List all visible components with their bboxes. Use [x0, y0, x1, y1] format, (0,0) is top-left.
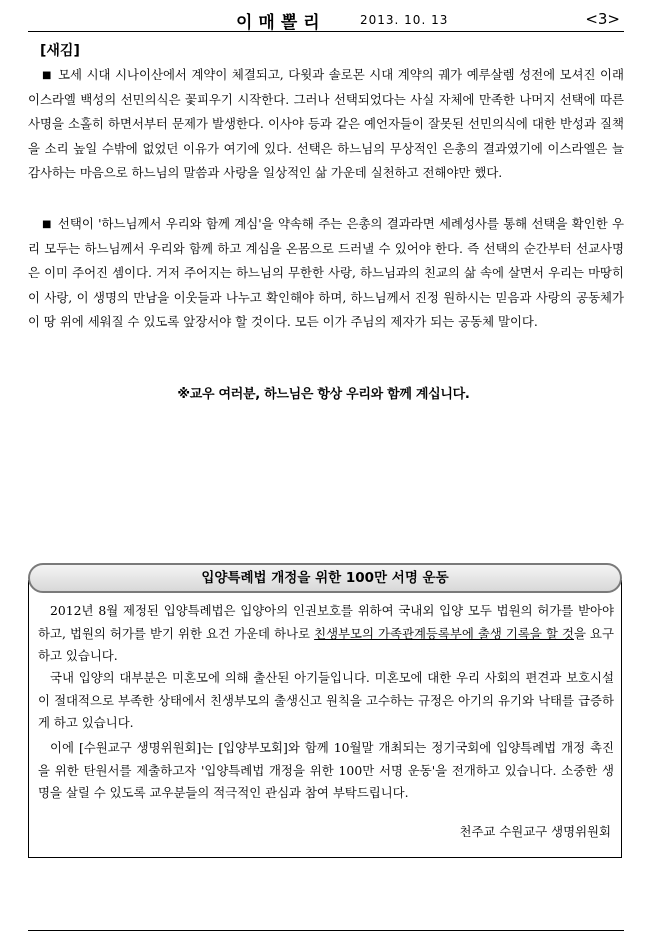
- header-rule: [28, 31, 624, 32]
- notice-signature: 천주교 수원교구 생명위원회: [459, 824, 611, 839]
- publication-title: 이매뽈리: [236, 13, 326, 33]
- bullet-icon: ■: [42, 219, 52, 230]
- issue-date: 2013. 10. 13: [360, 13, 449, 27]
- notice-paragraph-1: [38, 600, 614, 668]
- article-paragraph-2: [28, 212, 624, 334]
- notice-title: 입양특례법 개정을 위한 100만 서명 운동: [28, 563, 622, 593]
- notice-underlined-text: 친생부모의 가족관계등록부에 출생 기록을 할 것: [314, 625, 574, 641]
- bullet-icon: ■: [42, 70, 53, 81]
- footer-rule: [28, 930, 624, 931]
- notice-paragraph-3: 이에 [수원교구 생명위원회]는 [입양부모회]와 함께 10월말 개최되는 정기국회에 입양특례법 개정 촉진을 위한 탄원서를 제출하고자 '입양특례법 개정을 위한 100만 서명 운동'을 전개하고 있습니다. 소중한 생명을 살릴 수 있도록 교우분들의 적극적인 관심과 참여 부탁드립니다.: [38, 740, 614, 800]
- section-title: [새김]: [40, 43, 80, 59]
- paragraph-text: 모세 시대 시나이산에서 계약이 체결되고, 다윗과 솔로몬 시대 계약의 궤가 예루살렘 성전에 모셔진 이래 이스라엘 백성의 선민의식은 꽃피우기 시작한다. 그러나 선택되었다는 사실 자체에 만족한 나머지 선택에 따른 사명을 소홀히 하면서부터 문제가 발생한다. 이사야 등과 같은 예언자들이 잘못된 선민의식에 대한 반성과 질책을 소리 높일 수밖에 없었던 이유가 여기에 있다. 선택은 하느님의 무상적인 은총의 결과였기에 이스라엘은 늘 감사하는 마음으로 하느님의 말씀과 사랑을 일상적인 삶 가운데 실천하고 전해야만 했다.: [28, 67, 624, 180]
- closing-remark: ※교우 여러분, 하느님은 항상 우리와 함께 계십니다.: [177, 387, 470, 402]
- paragraph-text: 선택이 '하느님께서 우리와 함께 계심'을 약속해 주는 은총의 결과라면 세례성사를 통해 선택을 확인한 우리 모두는 하느님께서 우리와 함께 하고 계심을 온몸으로 드러낼 수 있어야 한다. 즉 선택의 순간부터 선교사명은 이미 주어진 셈이다. 거저 주어지는 하느님의 무한한 사랑, 하느님과의 친교의 삶 속에 살면서 우리는 마땅히 이 사랑, 이 생명의 만남을 이웃들과 나누고 확인해야 하며, 하느님께서 진정 원하시는 믿음과 사랑의 공동체가 이 땅 위에 세워질 수 있도록 앞장서야 할 것이다. 모든 이가 주님의 제자가 되는 공동체 말이다.: [28, 216, 624, 329]
- page-header: [28, 6, 624, 32]
- notice-text: 을 요구하고 있습니다.: [38, 625, 614, 663]
- page-number: <3>: [585, 10, 620, 28]
- notice-paragraph-2: 국내 입양의 대부분은 미혼모에 의해 출산된 아기들입니다. 미혼모에 대한 우리 사회의 편견과 보호시설이 절대적으로 부족한 상태에서 친생부모의 출생신고 원칙을 고수하는 규정은 아기의 유기와 낙태를 급증하게 하고 있습니다.: [38, 670, 614, 730]
- notice-text: 2012년 8월 제정된 입양특례법은 입양아의 인권보호를 위하여 국내외 입양 모두 법원의 허가를 받아야 하고, 법원의 허가를 받기 위한 요건 가운데 하나로: [38, 603, 614, 641]
- article-paragraph-1: [28, 63, 624, 185]
